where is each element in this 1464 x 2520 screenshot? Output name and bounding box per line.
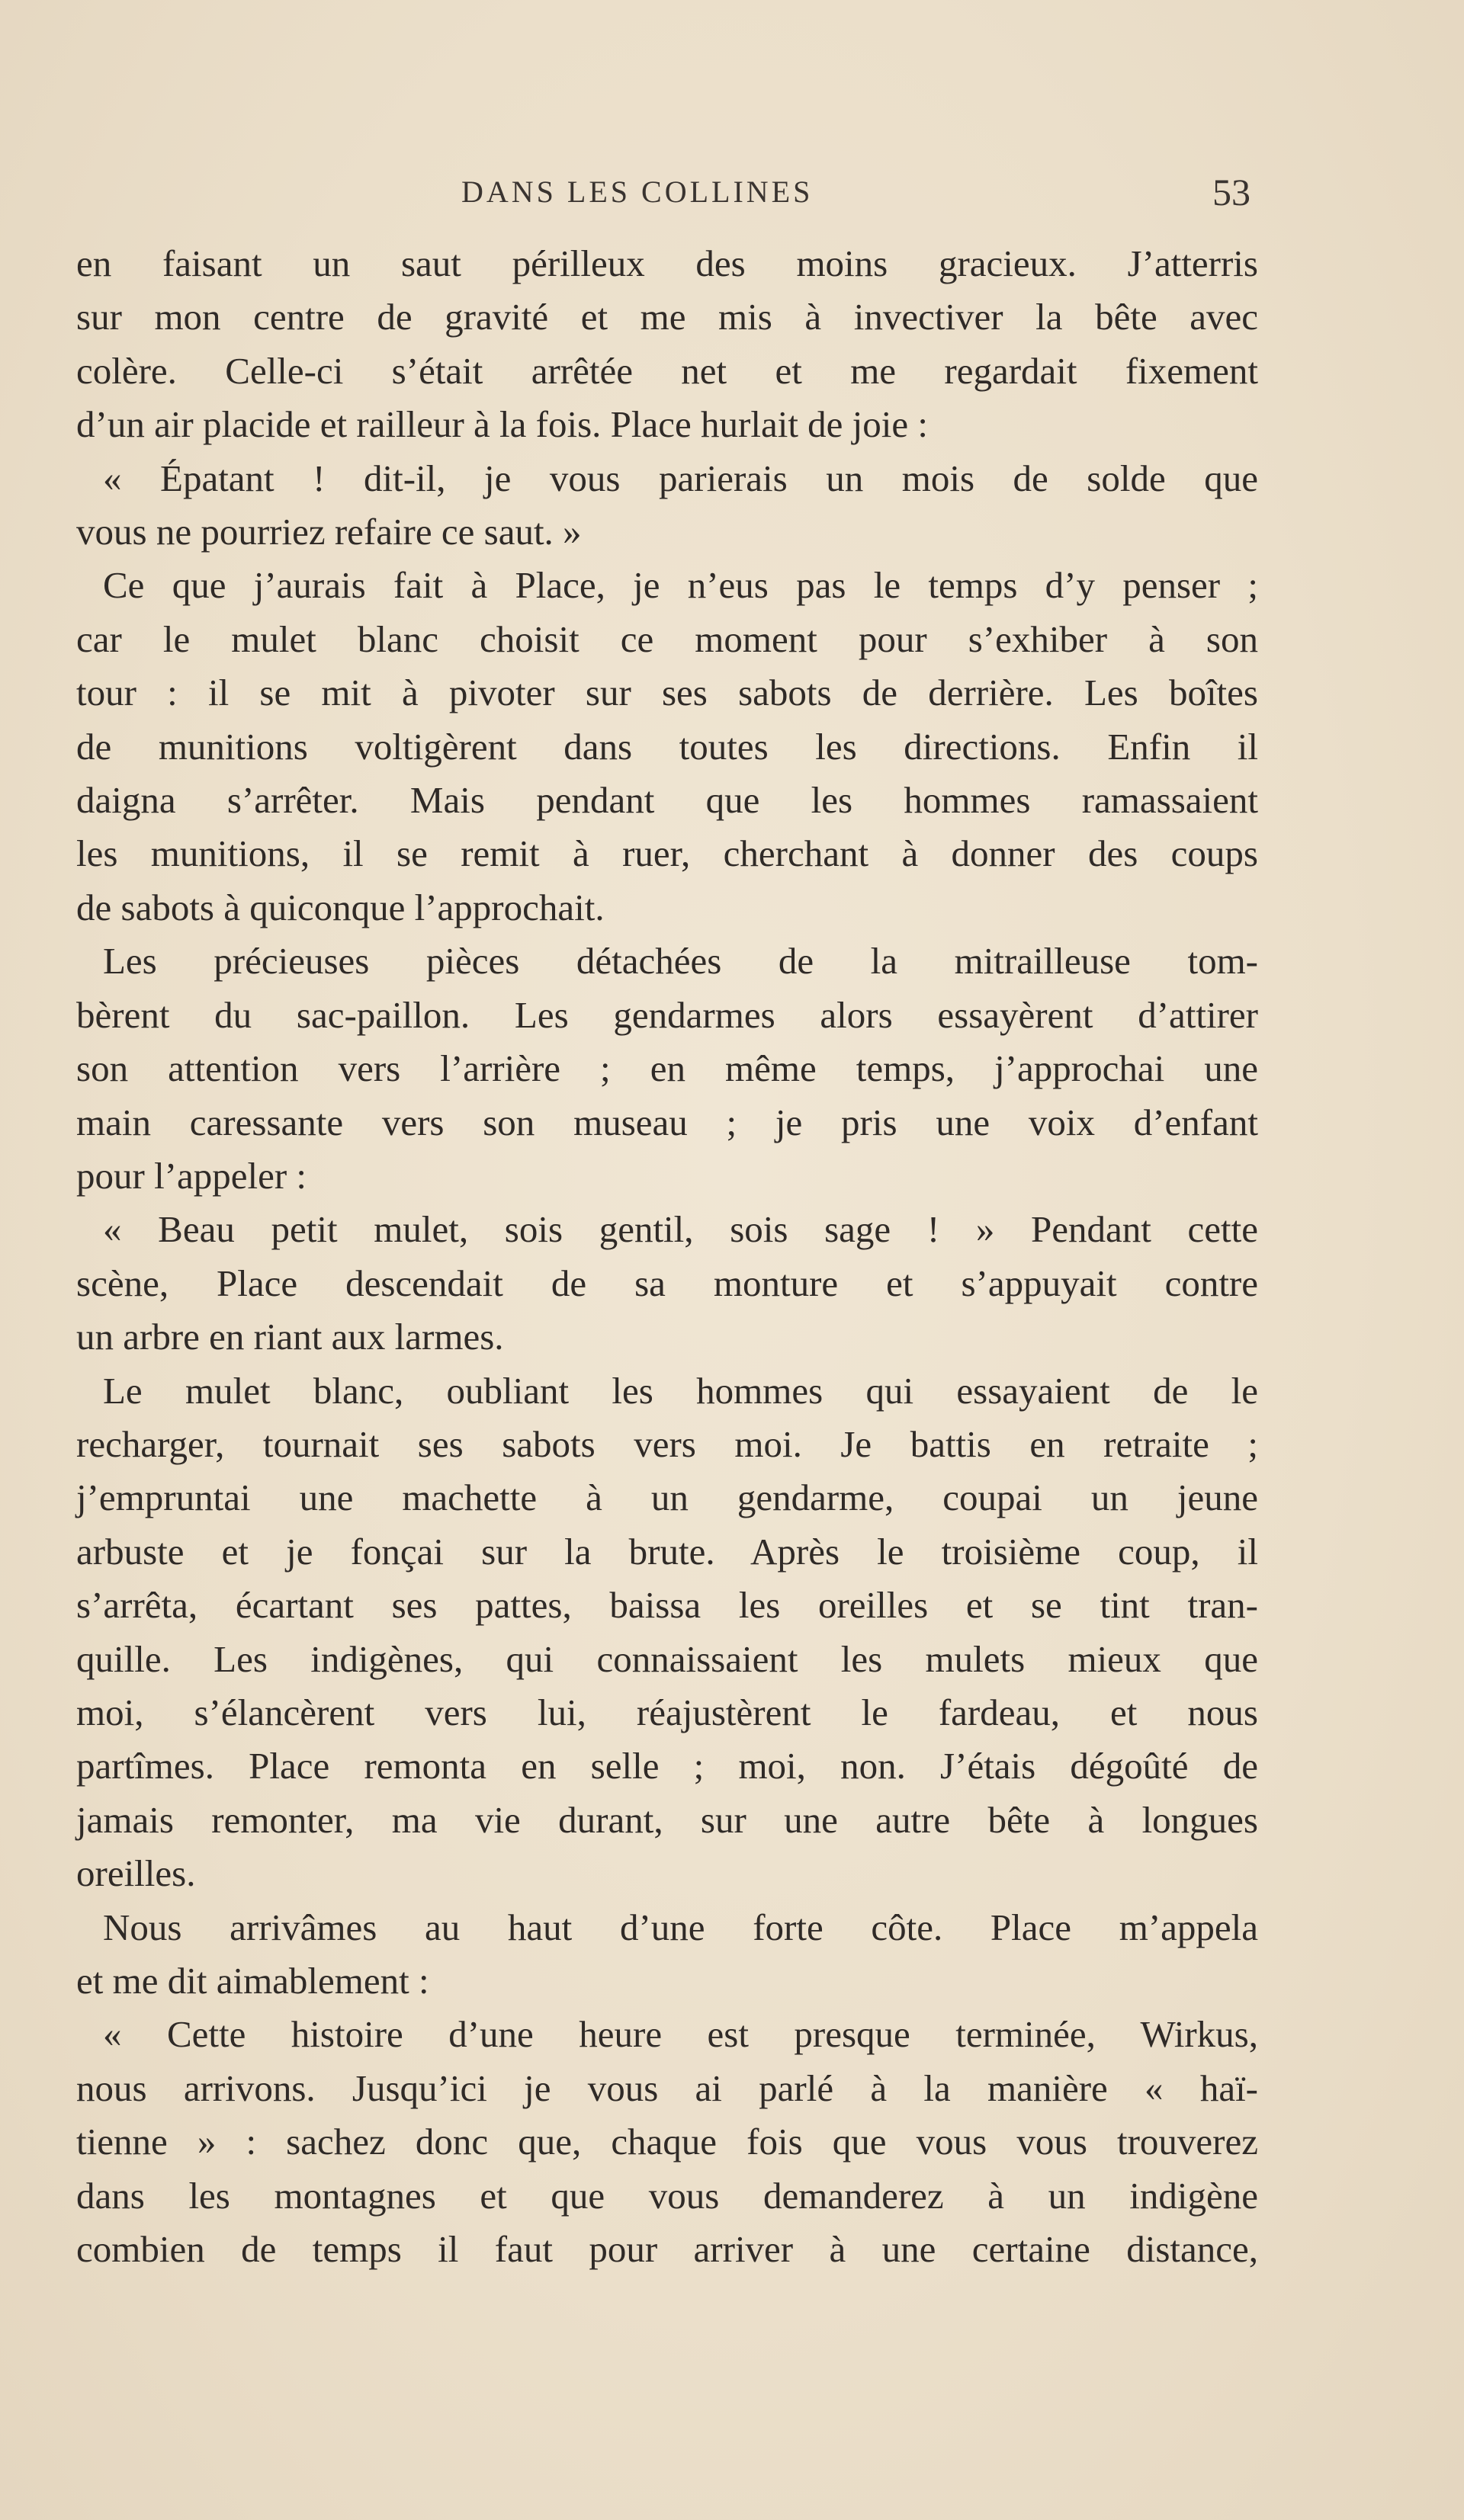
text-line: combien de temps il faut pour arriver à une certaine distance, bbox=[76, 2228, 1258, 2271]
text-line: en faisant un saut périlleux des moins gracieux. J’atterris bbox=[76, 242, 1258, 284]
text-line: de sabots à quiconque l’approchait. bbox=[76, 886, 605, 928]
text-line: tour : il se mit à pivoter sur ses sabots de derrière. Les boîtes bbox=[76, 672, 1258, 714]
body-text bbox=[76, 237, 1258, 2276]
text-line: oreilles. bbox=[76, 1852, 196, 1895]
text-line: son attention vers l’arrière ; en même temps, j’approchai une bbox=[76, 1047, 1258, 1090]
text-line: pour l’appeler : bbox=[76, 1154, 307, 1197]
text-line: nous arrivons. Jusqu’ici je vous ai parlé à la manière « haï- bbox=[76, 2066, 1258, 2109]
text-line: « Cette histoire d’une heure est presque terminée, Wirkus, bbox=[103, 2013, 1258, 2056]
text-line: jamais remonter, ma vie durant, sur une autre bête à longues bbox=[76, 1798, 1258, 1841]
text-line: un arbre en riant aux larmes. bbox=[76, 1316, 504, 1358]
text-line: d’un air placide et railleur à la fois. Place hurlait de joie : bbox=[76, 403, 929, 446]
text-line: s’arrêta, écartant ses pattes, baissa les oreilles et se tint tran- bbox=[76, 1584, 1258, 1627]
text-line: j’empruntai une machette à un gendarme, coupai un jeune bbox=[76, 1476, 1258, 1519]
text-line: Nous arrivâmes au haut d’une forte côte. Place m’appela bbox=[103, 1906, 1258, 1948]
text-line: de munitions voltigèrent dans toutes les directions. Enfin il bbox=[76, 725, 1258, 768]
text-line: sur mon centre de gravité et me mis à invectiver la bête avec bbox=[76, 296, 1258, 338]
text-line: arbuste et je fonçai sur la brute. Après le troisième coup, il bbox=[76, 1530, 1258, 1573]
text-line: les munitions, il se remit à ruer, cherchant à donner des coups bbox=[76, 832, 1258, 875]
text-line: colère. Celle-ci s’était arrêtée net et me regardait fixement bbox=[76, 349, 1258, 392]
text-line: Le mulet blanc, oubliant les hommes qui essayaient de le bbox=[103, 1369, 1258, 1412]
text-line: « Beau petit mulet, sois gentil, sois sage ! » Pendant cette bbox=[103, 1208, 1258, 1251]
text-line: main caressante vers son museau ; je pris une voix d’enfant bbox=[76, 1101, 1258, 1143]
text-line: car le mulet blanc choisit ce moment pour s’exhiber à son bbox=[76, 617, 1258, 660]
text-line: bèrent du sac-paillon. Les gendarmes alors essayèrent d’attirer bbox=[76, 993, 1258, 1036]
page-number: 53 bbox=[1212, 171, 1250, 213]
text-line: partîmes. Place remonta en selle ; moi, non. J’étais dégoûté de bbox=[76, 1745, 1258, 1787]
text-line: vous ne pourriez refaire ce saut. » bbox=[76, 511, 582, 553]
text-line: Ce que j’aurais fait à Place, je n’eus pas le temps d’y penser ; bbox=[103, 564, 1258, 607]
text-line: Les précieuses pièces détachées de la mitrailleuse tom- bbox=[103, 940, 1258, 983]
running-title: DANS LES COLLINES bbox=[461, 175, 814, 209]
text-line: daigna s’arrêter. Mais pendant que les hommes ramassaient bbox=[76, 779, 1258, 822]
text-line: quille. Les indigènes, qui connaissaient les mulets mieux que bbox=[76, 1637, 1258, 1680]
text-line: scène, Place descendait de sa monture et s’appuyait contre bbox=[76, 1262, 1258, 1304]
text-line: dans les montagnes et que vous demanderez à un indigène bbox=[76, 2174, 1258, 2217]
text-line: et me dit aimablement : bbox=[76, 1960, 429, 2002]
text-line: moi, s’élancèrent vers lui, réajustèrent le fardeau, et nous bbox=[76, 1691, 1258, 1733]
text-line: tienne » : sachez donc que, chaque fois que vous vous trouverez bbox=[76, 2121, 1258, 2163]
text-line: « Épatant ! dit-il, je vous parierais un mois de solde que bbox=[103, 457, 1258, 499]
page-header bbox=[0, 169, 1464, 215]
text-line: recharger, tournait ses sabots vers moi. Je battis en retraite ; bbox=[76, 1422, 1258, 1465]
